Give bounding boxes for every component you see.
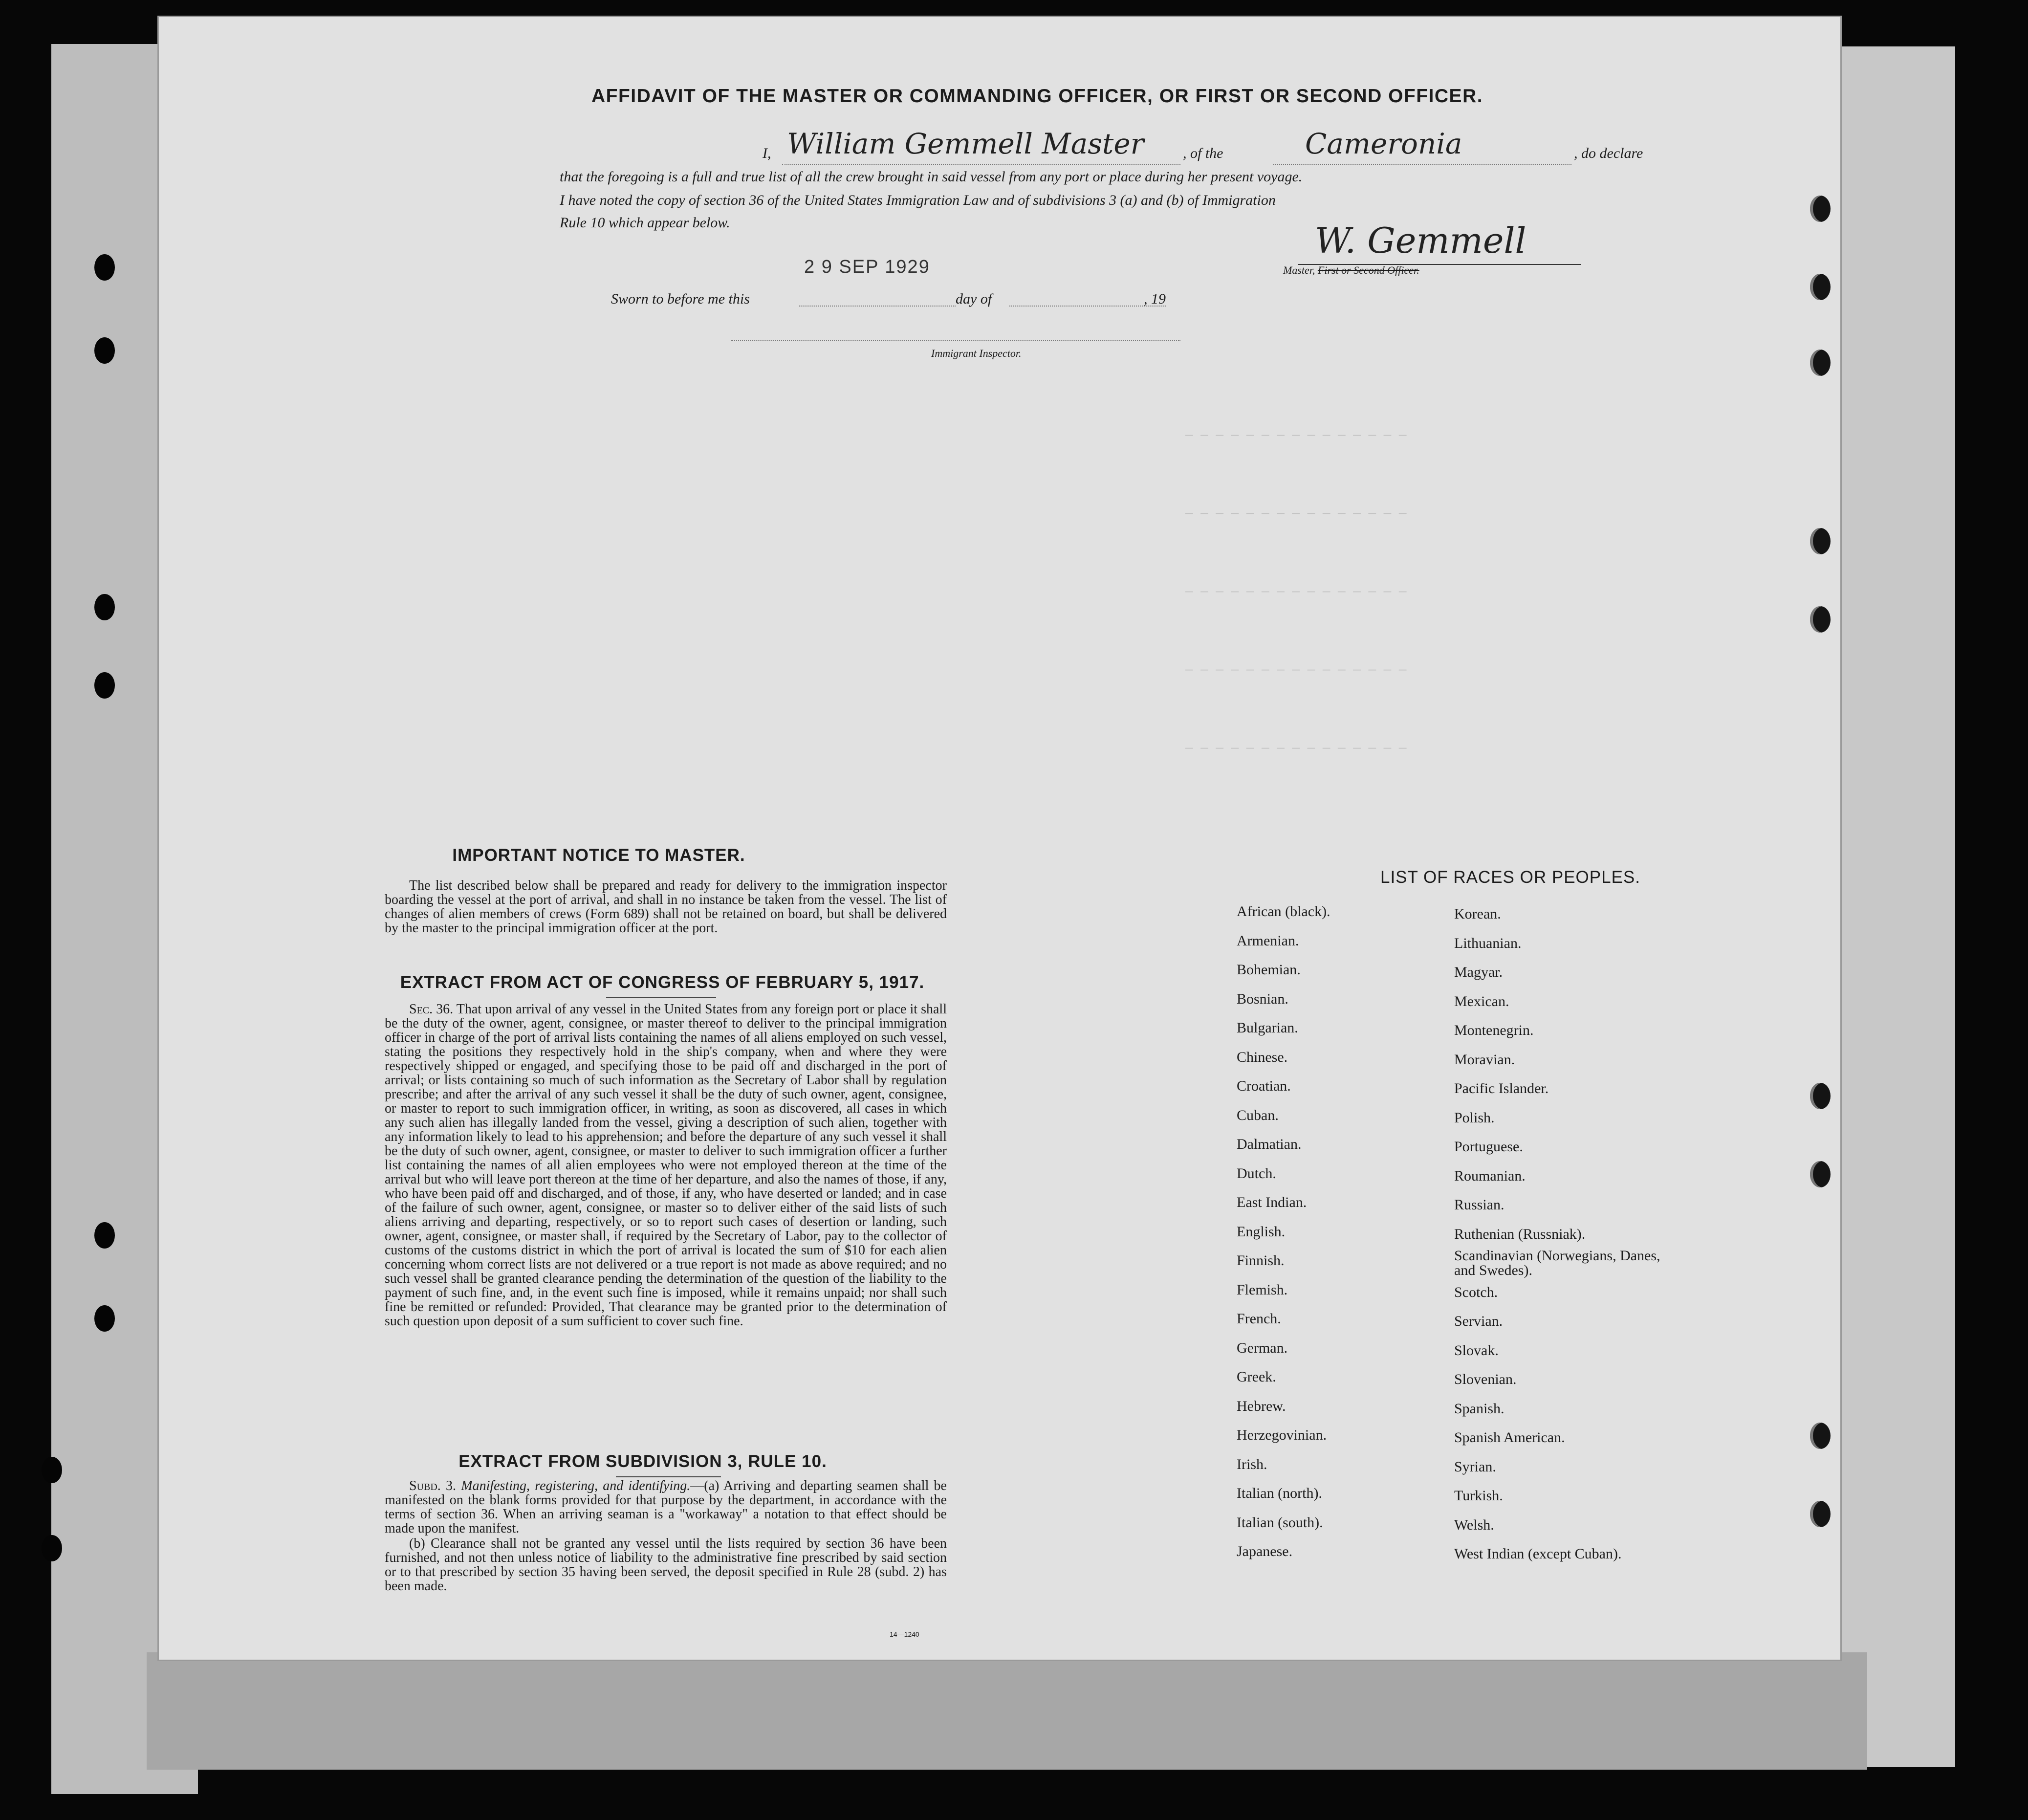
subd-para-b: (b) Clearance shall not be granted any vessel until the lists required by section 36 have been furnished, and not then unless notice of liability to the administrative fine prescribed by said section or to that prescribed by section 35 having been served, the deposit specified in Rule 28 (subd. 2) has been made.	[385, 1536, 947, 1594]
race-item: French.	[1237, 1311, 1281, 1327]
race-item: Irish.	[1237, 1456, 1267, 1472]
act-extract-title: EXTRACT FROM ACT OF CONGRESS OF FEBRUARY 5, 1917.	[400, 973, 925, 992]
sec-36-body: That upon arrival of any vessel in the United States from any foreign port or place it shall be the duty of the owner, agent, consignee, or master thereof to deliver to the principal immigration officer in charge of the port of arrival lists containing the names of all aliens employed on such vessel, stating the positions they respectively hold in the ship's company, when and where they were respectively shipped or engaged, and specifying those to be paid off and discharged in the port of arrival; or lists containing so much of such information as the Secretary of Labor shall by regulation prescribe; and after the arrival of any such vessel it shall be the duty of such owner, agent, consignee, or master to report to such immigration officer, in writing, as soon as discovered, all cases in which any such alien has illegally landed from the vessel, giving a description of such alien, together with any information likely to lead to his apprehension; and before the departure of any such vessel it shall be the duty of such owner, agent, consignee, or master to deliver to such immigration officer a further list containing the names of all alien employees who were not employed thereon at the time of the arrival but who will leave port thereon at the time of her departure, and also the names of those, if any, who have been paid off and discharged, and of those, if any, who have deserted or landed; and in case of the failure of such owner, agent, consignee, or master so to deliver either of the said lists of such aliens arriving and departing, respectively, or so to report such cases of desertion or landing, such owner, agent, consignee, or master shall, if required by the Secretary of Labor, pay to the collector of customs of the customs district in which the port of arrival is located the sum of $10 for each alien concerning whom correct lists are not delivered or a true report is not made as above required; and no such vessel shall be granted clearance pending the determination of the question of the liability to the payment of such fine, and, in the event such fine is imposed, while it remains unpaid; nor shall such fine be remitted or refunded: Provided, That clearance may be granted prior to the determination of such question upon deposit of a sum sufficient to cover such fine.	[385, 1002, 947, 1329]
binder-hole	[94, 1222, 115, 1249]
race-item: Japanese.	[1237, 1543, 1293, 1559]
race-item: Welsh.	[1454, 1516, 1494, 1533]
race-item: West Indian (except Cuban).	[1454, 1546, 1622, 1562]
act-title-rule	[606, 997, 716, 998]
subd-heading: Manifesting, registering, and identifying.	[461, 1478, 691, 1493]
binder-hole	[1810, 1161, 1831, 1187]
notice-title: IMPORTANT NOTICE TO MASTER.	[452, 846, 745, 865]
binder-hole	[94, 672, 115, 699]
race-item: Moravian.	[1454, 1051, 1515, 1068]
signature-caption-master: Master,	[1283, 264, 1315, 276]
reverse-side-show-through: — — — — — — — — — — — — — — —	[1185, 428, 1407, 442]
declarant-prefix: I,	[763, 145, 771, 161]
inspector-signature-line	[731, 340, 1180, 341]
day-of-label: day of	[956, 291, 992, 307]
race-item: German.	[1237, 1339, 1288, 1356]
race-item: Greek.	[1237, 1369, 1276, 1385]
declarant-name: William Gemmell Master	[787, 127, 1144, 160]
race-item: Bulgarian.	[1237, 1020, 1298, 1036]
race-item: Spanish American.	[1454, 1429, 1565, 1446]
race-item: Finnish.	[1237, 1252, 1285, 1269]
race-item: Cuban.	[1237, 1107, 1279, 1123]
inspector-caption: Immigrant Inspector.	[931, 347, 1022, 359]
race-item: Montenegrin.	[1454, 1022, 1534, 1038]
binder-hole	[1810, 1501, 1831, 1527]
binder-hole	[1810, 274, 1831, 300]
binder-hole	[1810, 1083, 1831, 1109]
race-item: English.	[1237, 1223, 1286, 1240]
race-item: Scotch.	[1454, 1284, 1498, 1300]
binder-hole	[42, 1457, 62, 1483]
binder-hole	[94, 1305, 115, 1332]
race-item: Mexican.	[1454, 993, 1509, 1009]
race-item: East Indian.	[1237, 1194, 1307, 1210]
affidavit-title: AFFIDAVIT OF THE MASTER OR COMMANDING OFFICER, OR FIRST OR SECOND OFFICER.	[591, 86, 1483, 107]
rule-title-rule	[616, 1476, 721, 1477]
sworn-day-line	[799, 306, 956, 307]
binder-hole	[94, 594, 115, 620]
binder-hole	[94, 337, 115, 364]
binder-hole	[1810, 350, 1831, 376]
race-item: Italian (south).	[1237, 1514, 1323, 1531]
race-item: Armenian.	[1237, 932, 1299, 949]
binder-hole	[1810, 1423, 1831, 1449]
race-item: Syrian.	[1454, 1458, 1496, 1475]
act-extract-text	[385, 1002, 947, 1328]
race-item: Roumanian.	[1454, 1167, 1526, 1184]
declaration-line-1: that the foregoing is a full and true list of all the crew brought in said vessel from any port or place during her present voyage.	[560, 169, 1303, 185]
race-item: Russian.	[1454, 1197, 1505, 1213]
race-item: Croatian.	[1237, 1078, 1291, 1094]
race-item: Dalmatian.	[1237, 1136, 1302, 1152]
rule-para-b	[385, 1536, 947, 1593]
rule-para-a	[385, 1479, 947, 1535]
race-item: Bohemian.	[1237, 962, 1301, 978]
races-left-column	[1237, 897, 1330, 1566]
race-item: Spanish.	[1454, 1400, 1505, 1417]
notice-text	[385, 878, 947, 935]
name-line	[782, 164, 1180, 165]
binder-hole	[1810, 528, 1831, 554]
race-item: Slovenian.	[1454, 1371, 1517, 1387]
sworn-label: Sworn to before me this	[611, 291, 750, 307]
master-signature: W. Gemmell	[1315, 220, 1526, 261]
of-the-label: , of the	[1183, 145, 1223, 161]
do-declare-label: , do declare	[1574, 145, 1643, 161]
race-item: Pacific Islander.	[1454, 1080, 1549, 1096]
race-item: Flemish.	[1237, 1281, 1288, 1298]
race-item: Bosnian.	[1237, 990, 1288, 1007]
declaration-line-2: I have noted the copy of section 36 of the United States Immigration Law and of subdivisions 3 (a) and (b) of Immigration	[560, 192, 1276, 208]
race-item: Herzegovinian.	[1237, 1427, 1327, 1443]
vessel-name: Cameronia	[1305, 127, 1462, 160]
rule-extract-title: EXTRACT FROM SUBDIVISION 3, RULE 10.	[458, 1452, 827, 1471]
reverse-side-show-through: — — — — — — — — — — — — — — —	[1185, 662, 1407, 677]
race-item: Turkish.	[1454, 1488, 1503, 1504]
race-item: Scandinavian (Norwegians, Danes, and Swedes).	[1454, 1248, 1660, 1278]
reverse-side-show-through: — — — — — — — — — — — — — — —	[1185, 741, 1407, 755]
race-item: Polish.	[1454, 1109, 1495, 1126]
notice-body: The list described below shall be prepared and ready for delivery to the immigration inspector boarding the vessel at the port of arrival, and shall in no instance be taken from the vessel. The list of changes of alien members of crews (Form 689) shall not be retained on board, but shall be delivered by the master to the principal immigration officer at the port.	[385, 878, 947, 936]
subd-label: Subd. 3.	[409, 1478, 457, 1493]
binder-hole	[94, 254, 115, 281]
under-sheet-bottom	[147, 1652, 1867, 1770]
vessel-line	[1273, 164, 1571, 165]
reverse-side-show-through: — — — — — — — — — — — — — — —	[1185, 584, 1407, 599]
binder-hole	[1810, 196, 1831, 222]
signature-caption-struck: First or Second Officer.	[1317, 264, 1419, 276]
race-item: Dutch.	[1237, 1165, 1276, 1182]
date-stamp: 2 9 SEP 1929	[804, 257, 930, 277]
declaration-line-3: Rule 10 which appear below.	[560, 215, 730, 231]
race-item: Servian.	[1454, 1313, 1503, 1329]
subd-para-a: —(a) Arriving and departing seamen shall be manifested on the blank forms provided for that purpose by the department, in accordance with the terms of section 36. When an arriving seaman is a "workaway" a notation to that effect should be made upon the manifest.	[385, 1478, 947, 1536]
race-item: Ruthenian (Russniak).	[1454, 1226, 1586, 1242]
sworn-month-line	[1009, 306, 1166, 307]
races-title: LIST OF RACES OR PEOPLES.	[1380, 868, 1640, 887]
binder-hole	[1810, 606, 1831, 633]
race-item: Italian (north).	[1237, 1485, 1322, 1501]
signature-caption	[1283, 264, 1419, 277]
race-item: Lithuanian.	[1454, 935, 1522, 951]
reverse-side-show-through: — — — — — — — — — — — — — — —	[1185, 506, 1407, 521]
race-item: Hebrew.	[1237, 1398, 1286, 1414]
races-right-column	[1454, 899, 1664, 1569]
race-item: Magyar.	[1454, 964, 1503, 980]
race-item: Portuguese.	[1454, 1139, 1523, 1155]
race-item: Slovak.	[1454, 1342, 1499, 1359]
affidavit-page	[159, 17, 1840, 1660]
race-item: Korean.	[1454, 906, 1501, 922]
race-item: Chinese.	[1237, 1049, 1288, 1065]
sec-36-label: Sec. 36.	[409, 1002, 454, 1017]
year-label: , 19	[1144, 291, 1166, 307]
binder-hole	[42, 1535, 62, 1561]
race-item: African (black).	[1237, 903, 1330, 920]
form-number: 14—1240	[890, 1630, 919, 1638]
